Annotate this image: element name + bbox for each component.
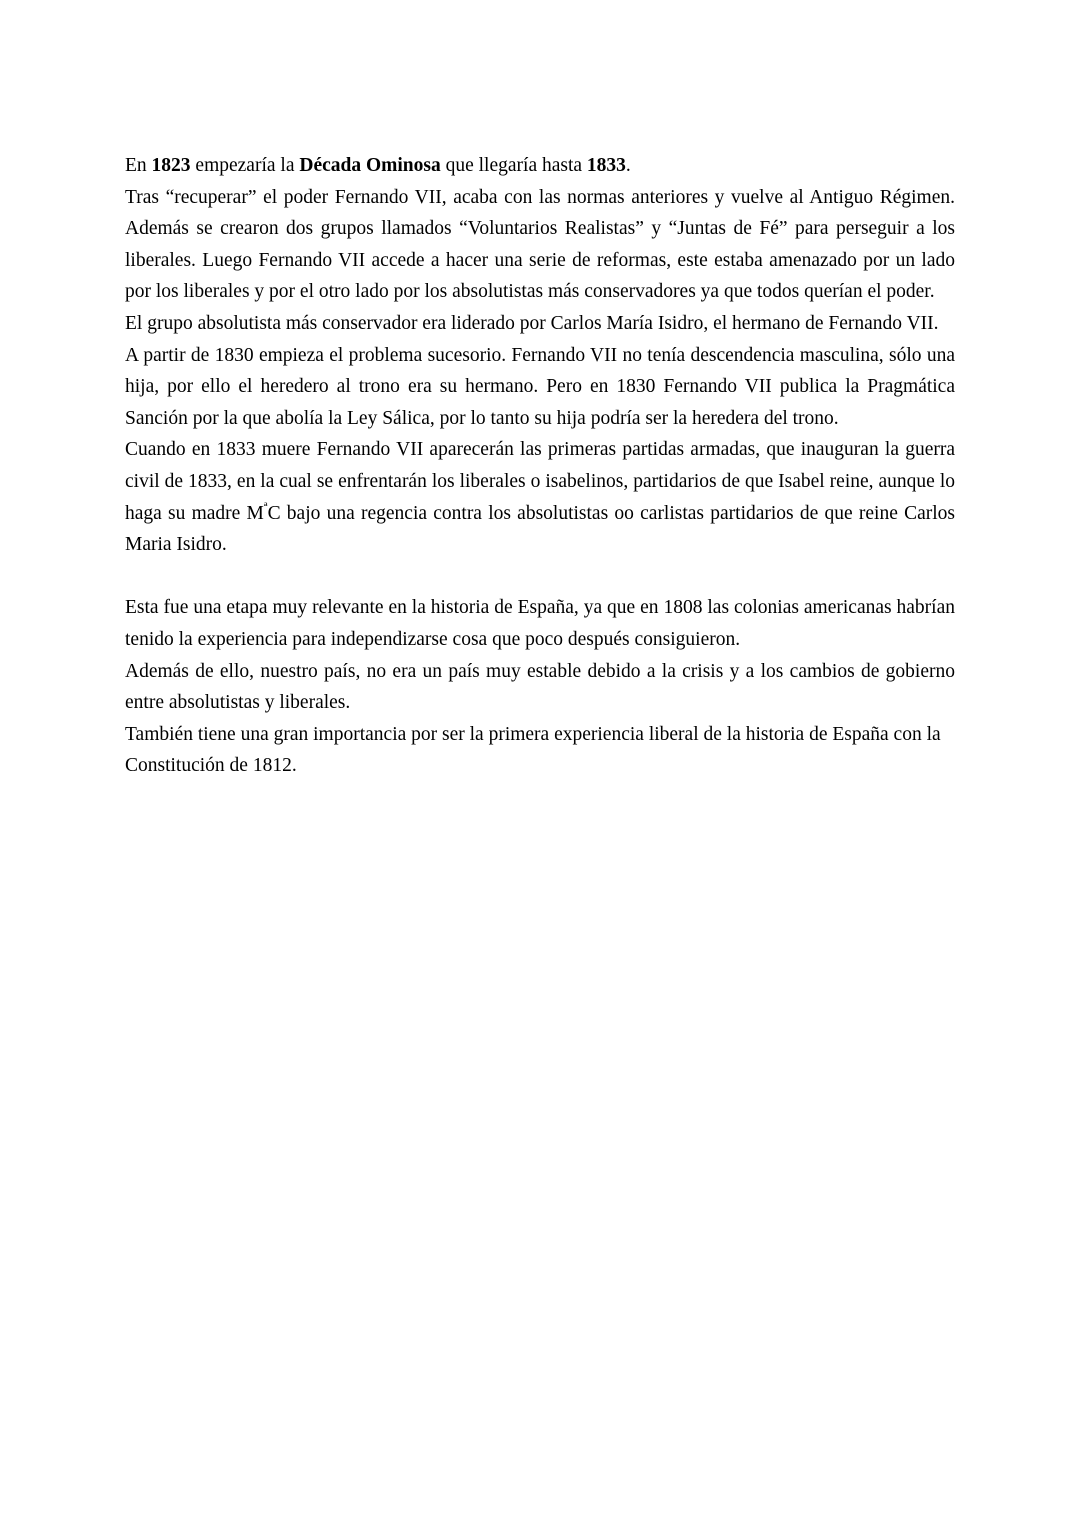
paragraph-pais-inestable: Además de ello, nuestro país, no era un país muy estable debido a la crisis y a los cambios de gobierno entre absolutistas y liberales.: [125, 660, 955, 714]
text-run: C bajo una regencia contra los absolutistas oo carlistas partidarios de que reine Carlos Maria Isidro.: [125, 502, 955, 556]
text-run: que llegaría hasta: [440, 155, 587, 176]
text-run-bold-decada-ominosa: Década Ominosa: [299, 155, 441, 176]
paragraph-carlos-maria-isidro: El grupo absolutista más conservador era liderado por Carlos María Isidro, el hermano de Fernando VII.: [125, 312, 939, 334]
paragraph-etapa-relevante: Esta fue una etapa muy relevante en la historia de España, ya que en 1808 las colonias americanas habrían tenido la experiencia para independizarse cosa que poco después consiguieron.: [125, 597, 955, 650]
document-text-body: [125, 150, 955, 782]
text-run-superscript: ª: [263, 499, 268, 515]
paragraph-fernando-vii-antiguo-regimen: Tras “recuperar” el poder Fernando VII, acaba con las normas anteriores y vuelve al Antiguo Régimen. Además se crearon dos grupos llamados “Voluntarios Realistas” y “Juntas de Fé” para perseguir a los liberales. Luego Fernando VII accede a hacer una serie de reformas, este estaba amenazado por un lado por los liberales y por el otro lado por los absolutistas más conservadores ya que todos querían el poder.: [125, 186, 955, 303]
paragraph-constitucion-1812: También tiene una gran importancia por ser la primera experiencia liberal de la historia de España con la Constitución de 1812.: [125, 723, 941, 777]
text-run: empezaría la: [190, 155, 300, 176]
paragraph-guerra-civil-1833: [125, 434, 955, 560]
text-run: .: [625, 155, 631, 176]
paragraph-problema-sucesorio: A partir de 1830 empieza el problema sucesorio. Fernando VII no tenía descendencia masculina, sólo una hija, por ello el heredero al trono era su hermano. Pero en 1830 Fernando VII publica la Pragmática Sanción por la que abolía la Ley Sálica, por lo tanto su hija podría ser la heredera del trono.: [125, 344, 955, 429]
paragraph-spacer: [125, 561, 955, 593]
paragraph-decada-ominosa: [125, 150, 955, 182]
text-run: En: [125, 155, 152, 176]
text-run: Cuando en 1833 muere Fernando VII aparecerán las primeras partidas armadas, que inauguran la guerra civil de 1833, en la cual se enfrentarán los liberales o isabelinos, partidarios de que Isabel reine, aunque lo haga su madre M: [125, 439, 955, 524]
text-run-bold-1833: 1833: [586, 155, 626, 176]
text-run-bold-1823: 1823: [151, 155, 191, 176]
